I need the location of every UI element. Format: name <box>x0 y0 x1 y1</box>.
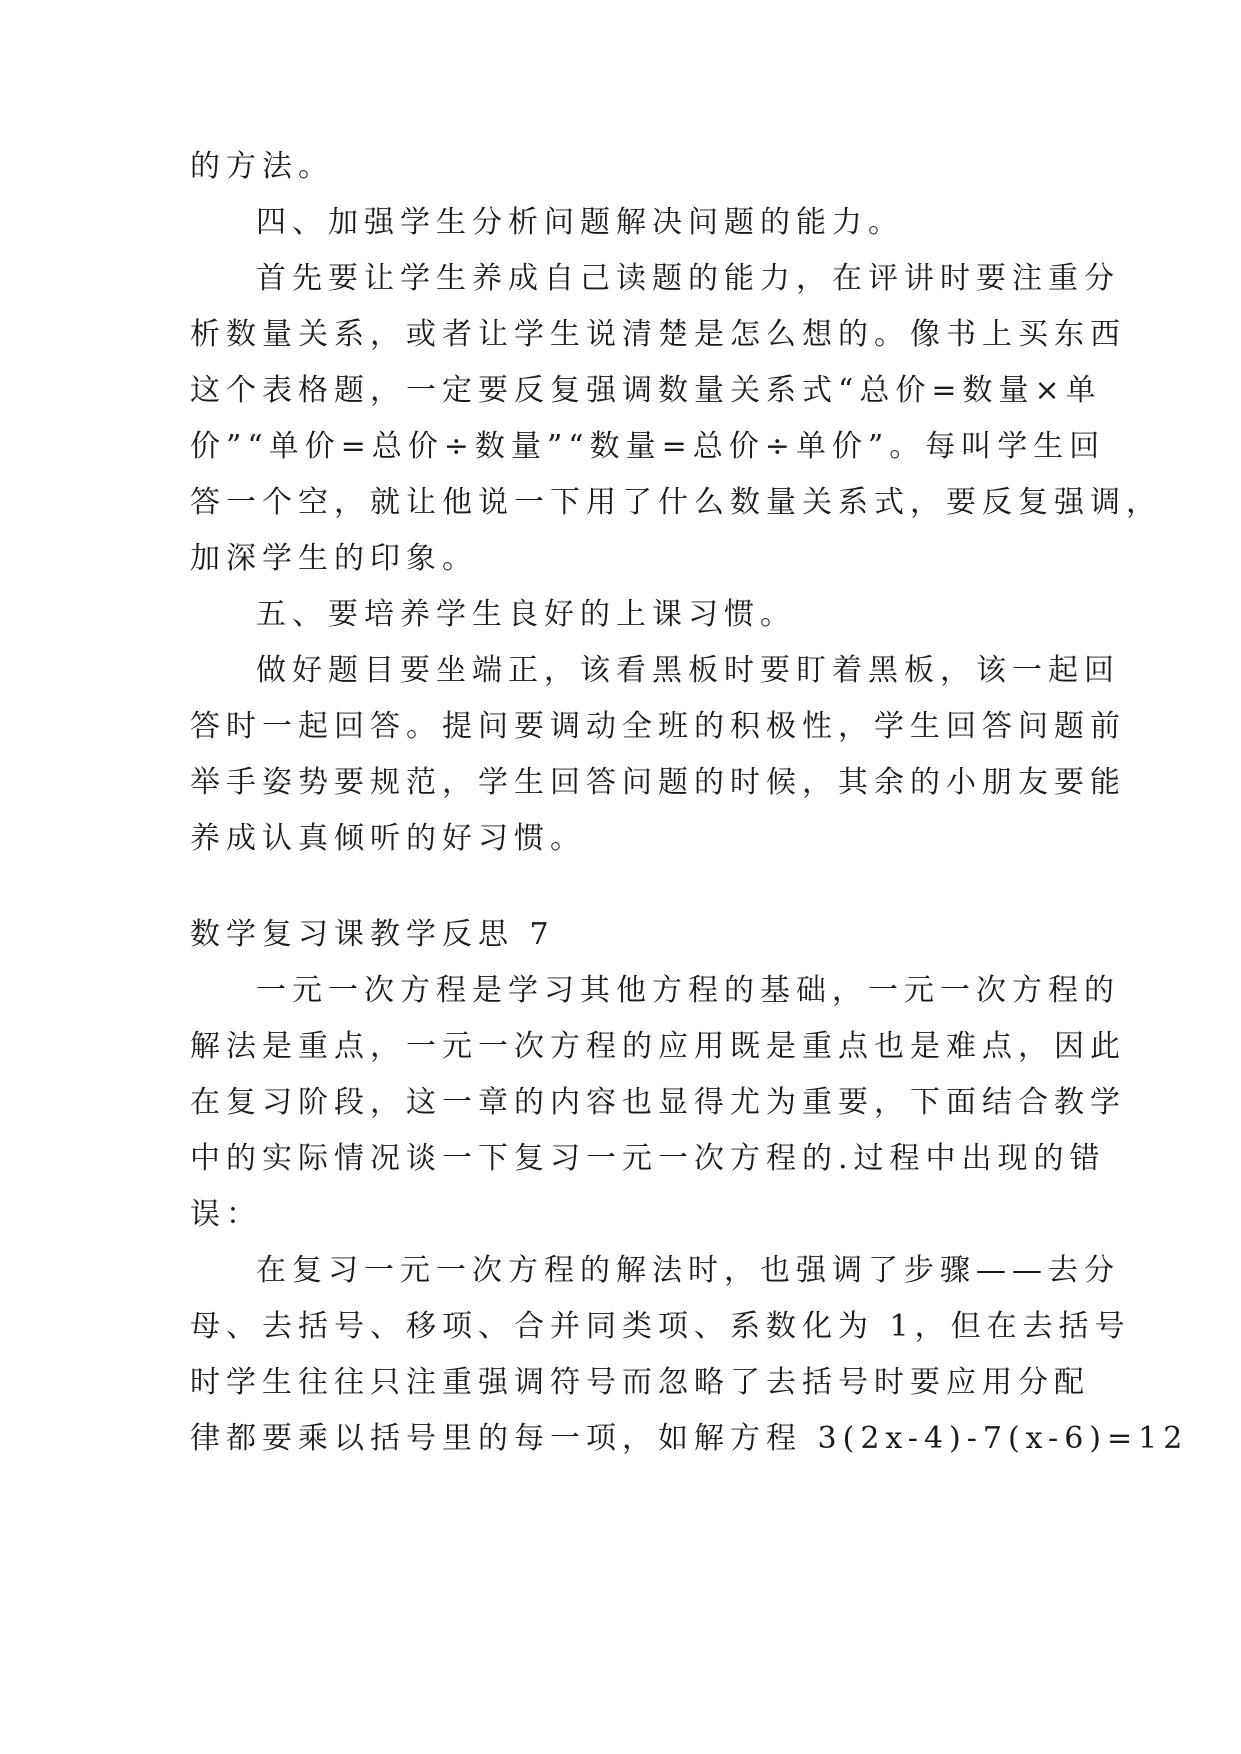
paragraph-line: 在复习一元一次方程的解法时，也强调了步骤——去分 <box>256 1253 1120 1288</box>
paragraph-line: 的方法。 <box>190 149 334 184</box>
paragraph-line: 举手姿势要规范，学生回答问题的时候，其余的小朋友要能 <box>190 765 1126 800</box>
section-heading: 五、要培养学生良好的上课习惯。 <box>256 597 796 632</box>
paragraph-line: 误： <box>190 1197 262 1232</box>
paragraph-line: 析数量关系，或者让学生说清楚是怎么想的。像书上买东西 <box>190 317 1126 352</box>
paragraph-line: 这个表格题，一定要反复强调数量关系式“总价=数量×单 <box>190 373 1102 408</box>
paragraph-line: 解法是重点，一元一次方程的应用既是重点也是难点，因此 <box>190 1029 1126 1064</box>
paragraph-line: 中的实际情况谈一下复习一元一次方程的.过程中出现的错 <box>190 1141 1106 1176</box>
paragraph-line: 一元一次方程是学习其他方程的基础，一元一次方程的 <box>256 973 1120 1008</box>
section-heading: 四、加强学生分析问题解决问题的能力。 <box>256 205 904 240</box>
paragraph-line: 做好题目要坐端正，该看黑板时要盯着黑板，该一起回 <box>256 653 1120 688</box>
paragraph-line: 律都要乘以括号里的每一项，如解方程 3(2x-4)-7(x-6)=12 <box>190 1421 1189 1456</box>
paragraph-line: 首先要让学生养成自己读题的能力，在评讲时要注重分 <box>256 261 1120 296</box>
document-title: 数学复习课教学反思 7 <box>190 917 555 952</box>
paragraph-line: 答一个空，就让他说一下用了什么数量关系式，要反复强调， <box>190 485 1162 520</box>
paragraph-line: 在复习阶段，这一章的内容也显得尤为重要，下面结合教学 <box>190 1085 1126 1120</box>
paragraph-line: 答时一起回答。提问要调动全班的积极性，学生回答问题前 <box>190 709 1126 744</box>
paragraph-line: 时学生往往只注重强调符号而忽略了去括号时要应用分配 <box>190 1365 1090 1400</box>
paragraph-line: 加深学生的印象。 <box>190 541 478 576</box>
paragraph-line: 养成认真倾听的好习惯。 <box>190 821 586 856</box>
paragraph-line: 价”“单价=总价÷数量”“数量=总价÷单价”。每叫学生回 <box>190 429 1106 464</box>
paragraph-line: 母、去括号、移项、合并同类项、系数化为 1，但在去括号 <box>190 1309 1131 1344</box>
